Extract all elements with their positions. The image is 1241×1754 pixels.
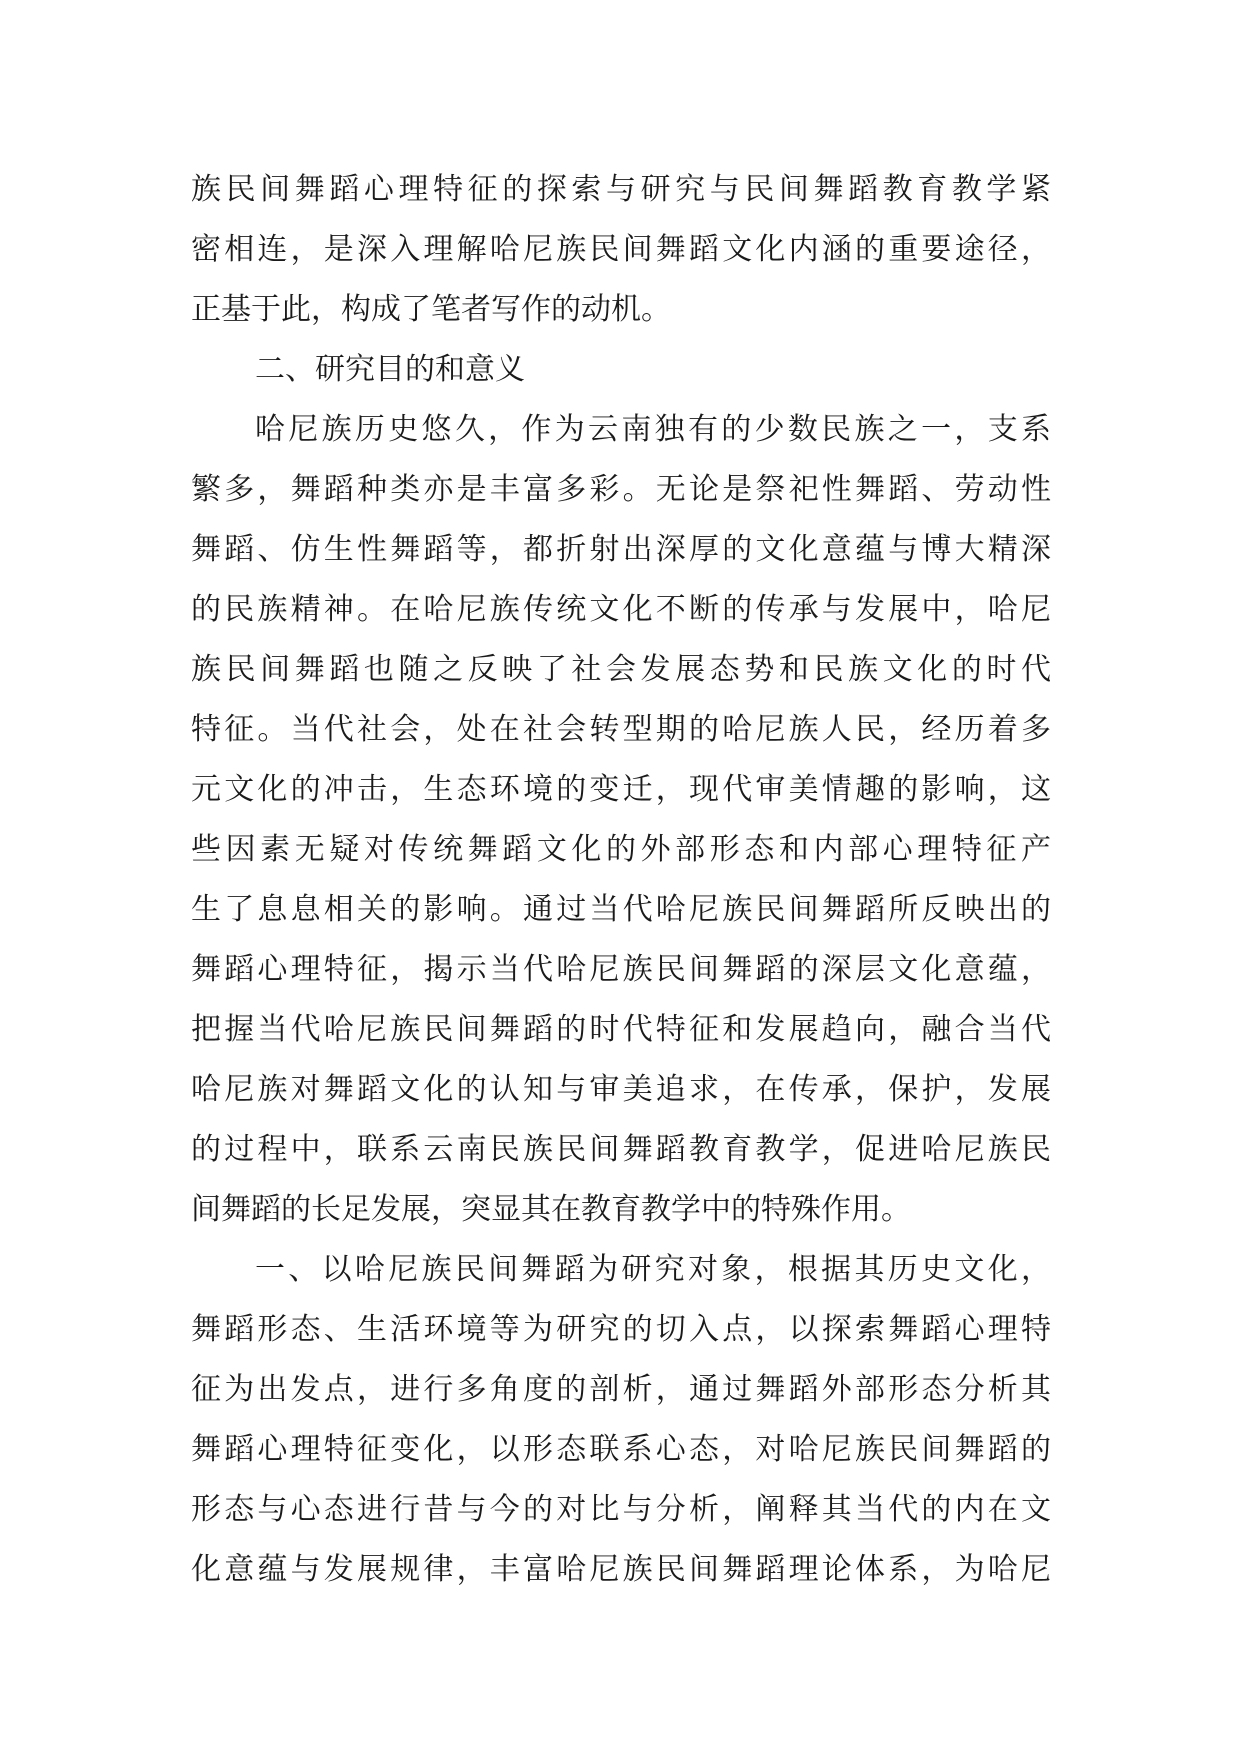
- section-heading: 二、研究目的和意义: [255, 352, 525, 387]
- text-line: 族民间舞蹈也随之反映了社会发展态势和民族文化的时代: [191, 652, 1051, 687]
- text-line: 的民族精神。在哈尼族传统文化不断的传承与发展中，哈尼: [191, 592, 1051, 627]
- text-line: 特征。当代社会，处在社会转型期的哈尼族人民，经历着多: [191, 712, 1051, 747]
- text-line: 正基于此，构成了笔者写作的动机。: [191, 292, 671, 327]
- text-line: 舞蹈、仿生性舞蹈等，都折射出深厚的文化意蕴与博大精深: [191, 532, 1051, 567]
- text-line: 化意蕴与发展规律，丰富哈尼族民间舞蹈理论体系，为哈尼: [191, 1552, 1051, 1587]
- text-line: 密相连，是深入理解哈尼族民间舞蹈文化内涵的重要途径，: [191, 232, 1051, 267]
- text-line: 舞蹈形态、生活环境等为研究的切入点，以探索舞蹈心理特: [191, 1312, 1051, 1347]
- text-line: 哈尼族历史悠久，作为云南独有的少数民族之一，支系: [255, 412, 1051, 447]
- text-line: 繁多，舞蹈种类亦是丰富多彩。无论是祭祀性舞蹈、劳动性: [191, 472, 1051, 507]
- text-line: 把握当代哈尼族民间舞蹈的时代特征和发展趋向，融合当代: [191, 1012, 1051, 1047]
- text-line: 的过程中，联系云南民族民间舞蹈教育教学，促进哈尼族民: [191, 1132, 1051, 1167]
- text-line: 征为出发点，进行多角度的剖析，通过舞蹈外部形态分析其: [191, 1372, 1051, 1407]
- text-line: 舞蹈心理特征，揭示当代哈尼族民间舞蹈的深层文化意蕴，: [191, 952, 1051, 987]
- text-line: 生了息息相关的影响。通过当代哈尼族民间舞蹈所反映出的: [191, 892, 1051, 927]
- text-line: 舞蹈心理特征变化，以形态联系心态，对哈尼族民间舞蹈的: [191, 1432, 1051, 1467]
- text-line: 一、以哈尼族民间舞蹈为研究对象，根据其历史文化，: [255, 1252, 1051, 1287]
- text-line: 哈尼族对舞蹈文化的认知与审美追求，在传承，保护，发展: [191, 1072, 1051, 1107]
- text-line: 元文化的冲击，生态环境的变迁，现代审美情趣的影响，这: [191, 772, 1051, 807]
- text-line: 间舞蹈的长足发展，突显其在教育教学中的特殊作用。: [191, 1192, 911, 1227]
- body-text: [191, 160, 1051, 1600]
- text-line: 形态与心态进行昔与今的对比与分析，阐释其当代的内在文: [191, 1492, 1051, 1527]
- text-line: 族民间舞蹈心理特征的探索与研究与民间舞蹈教育教学紧: [191, 172, 1051, 207]
- text-line: 些因素无疑对传统舞蹈文化的外部形态和内部心理特征产: [191, 832, 1051, 867]
